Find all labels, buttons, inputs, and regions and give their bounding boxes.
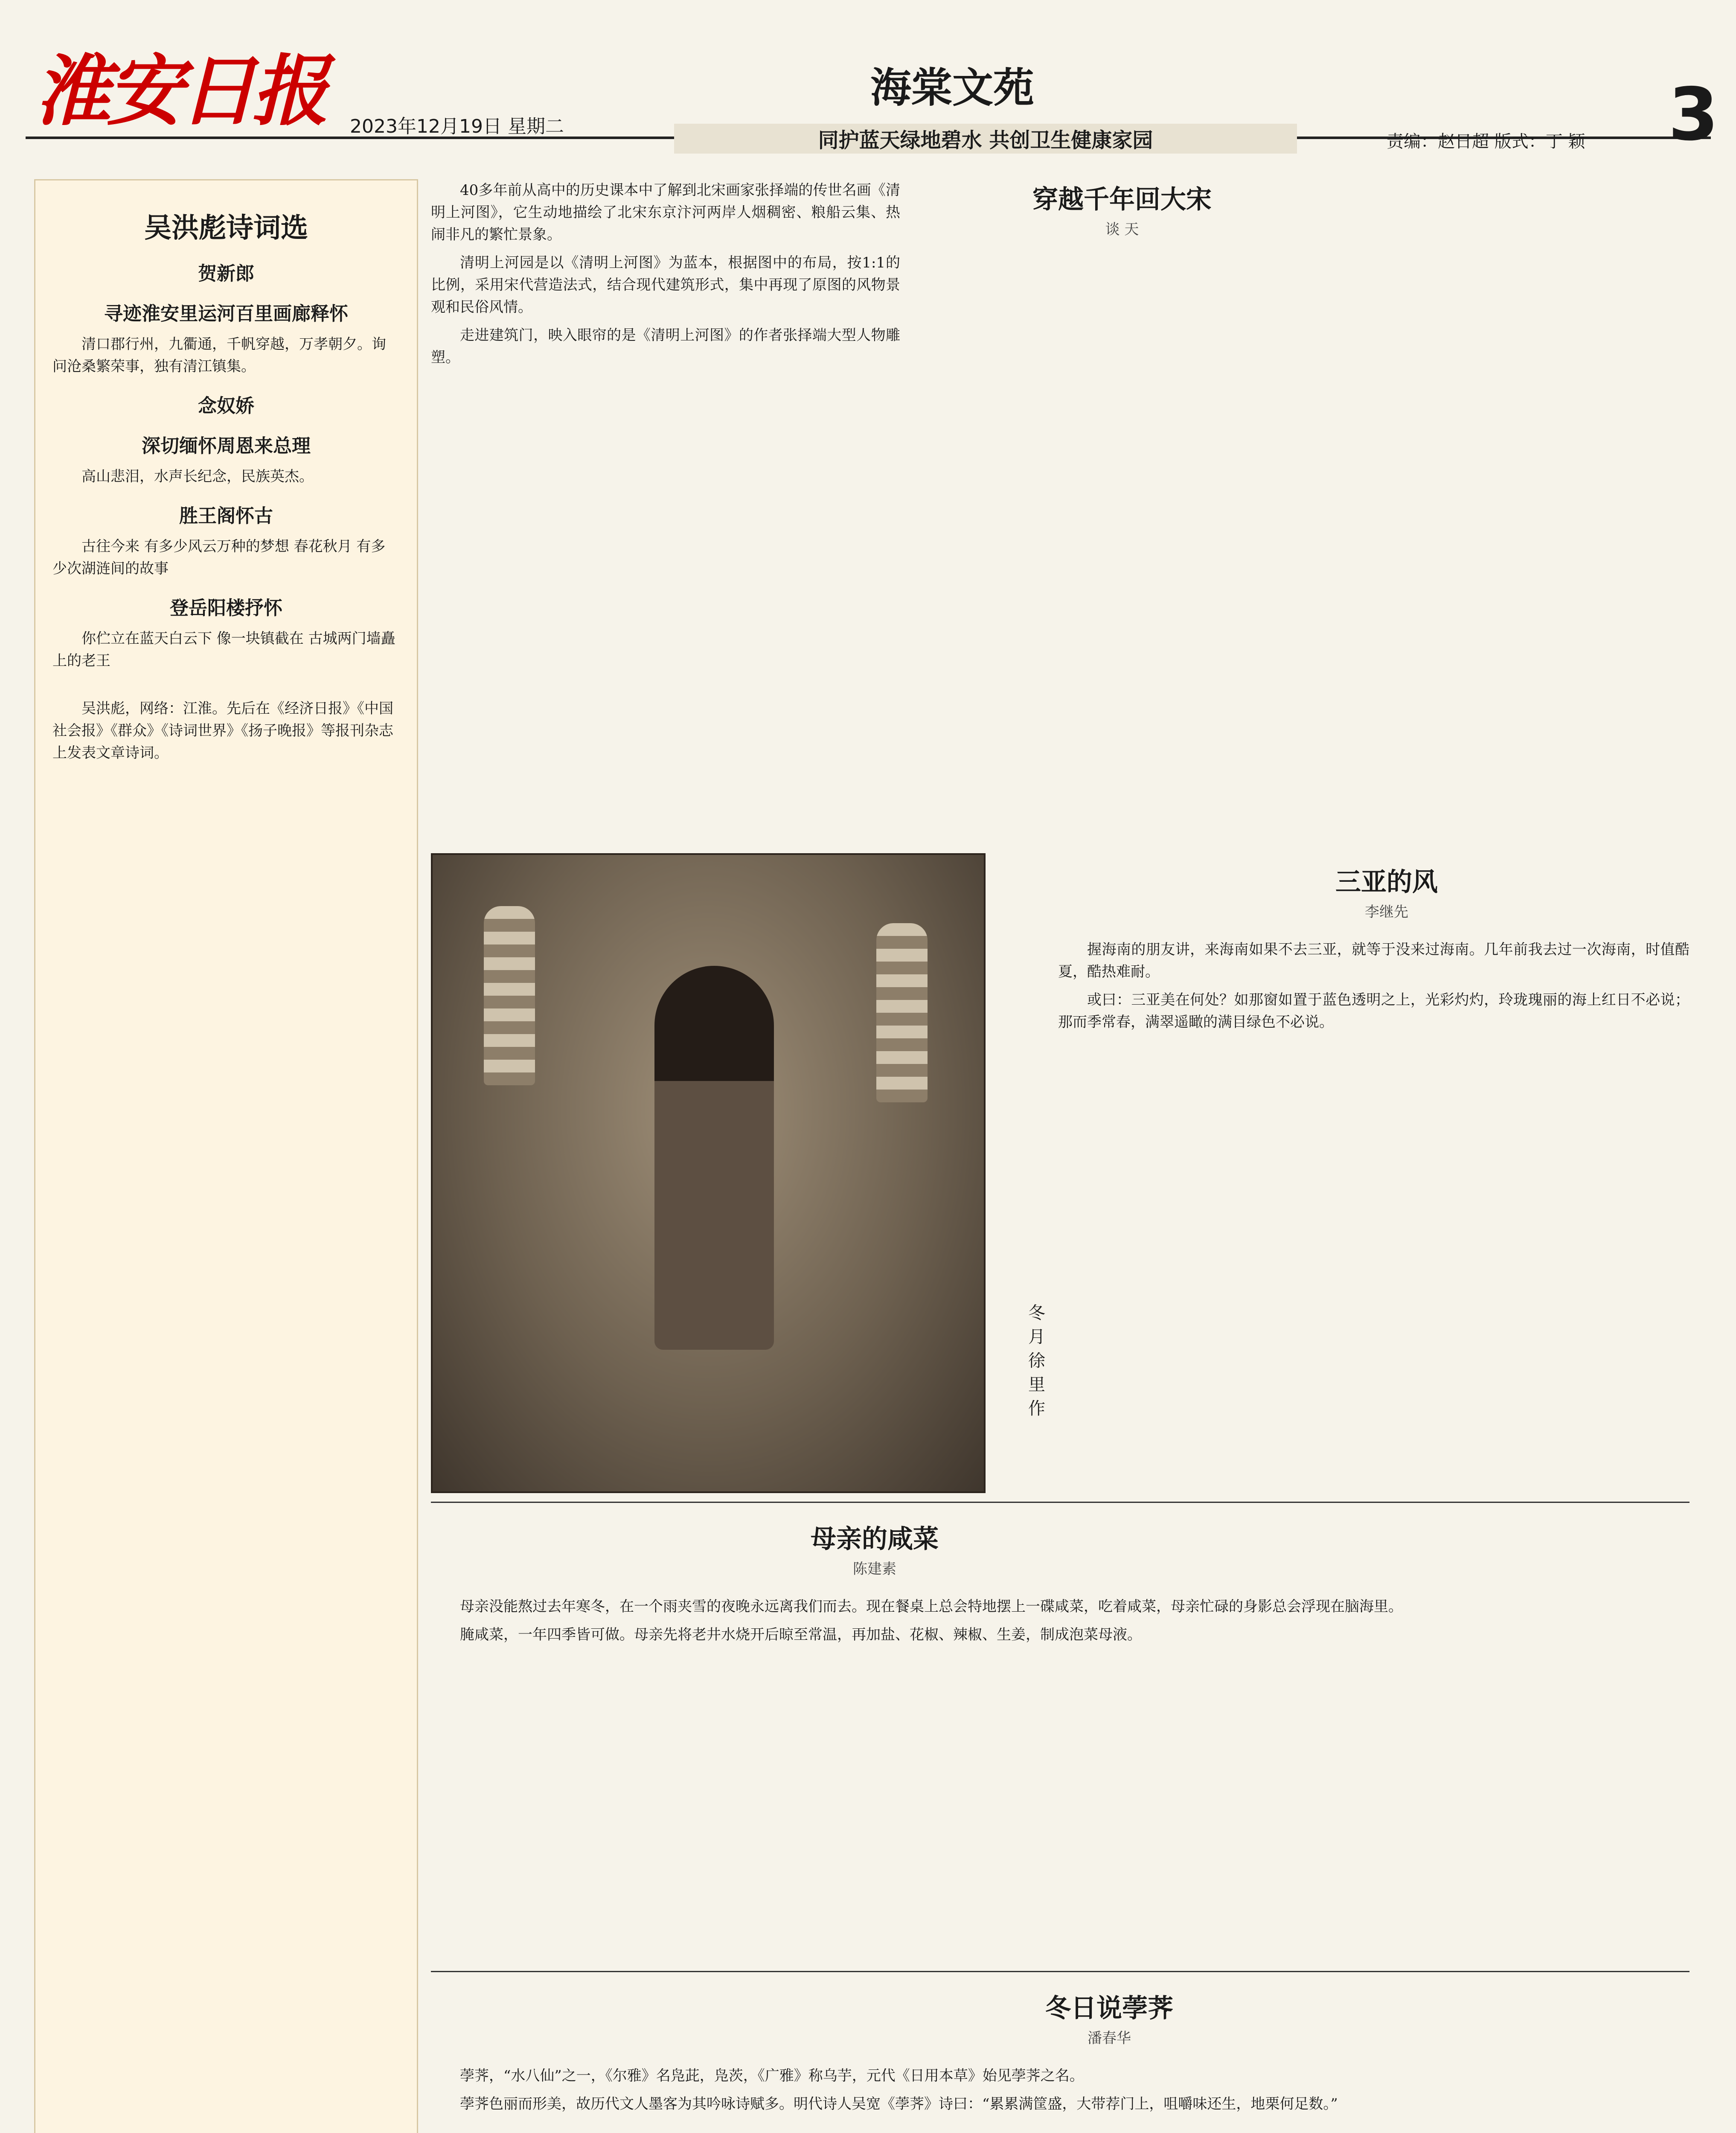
poem-body: 清口郡行州，九衢通，千帆穿越，万孝朝夕。询问沧桑繁荣事，独有清江镇集。 — [52, 336, 386, 375]
figure-shape — [654, 966, 774, 1350]
poem-body: 高山悲泪，水声长纪念，民族英杰。 — [81, 468, 314, 485]
poem-title: 胜王阁怀古 — [179, 505, 273, 527]
paragraph: 腌咸菜，一年四季皆可做。母亲先将老井水烧开后晾至常温，再加盐、花椒、辣椒、生姜，制成泡菜母液。 — [460, 1626, 1142, 1643]
paragraph: 荸荠，“水八仙”之一，《尔雅》名凫茈，凫茨，《广雅》称乌芋，元代《日用本草》始见荸荠之名。 — [460, 2067, 1084, 2084]
article-headline: 冬日说荸荠 — [1045, 1994, 1173, 2023]
section-divider — [431, 1971, 1689, 1972]
masthead — [26, 26, 1719, 157]
section-title: 海棠文苑 — [870, 64, 1034, 112]
article-headline: 穿越千年回大宋 — [1032, 185, 1212, 215]
paragraph: 或曰：三亚美在何处？如那窗如置于蓝色透明之上，光彩灼灼，玲珑瑰丽的海上红日不必说；那而季常春，满翠遥瞰的满目绿色不必说。 — [1058, 991, 1689, 1031]
issue-date: 2023年12月19日 星期二 — [350, 116, 564, 137]
section-divider — [431, 1502, 1689, 1503]
article-headline: 三亚的风 — [1335, 867, 1438, 897]
newspaper-logo: 淮安日报 — [34, 46, 325, 136]
article-body — [431, 1595, 1689, 1652]
poem-subtitle: 寻迹淮安里运河百里画廊释怀 — [104, 303, 348, 325]
article-byline: 陈建素 — [853, 1561, 896, 1578]
pagoda-shape — [484, 906, 535, 1085]
page-number: 3 — [1668, 73, 1719, 157]
woodcut-illustration — [431, 853, 986, 1493]
paragraph: 荸荠色丽而形美，故历代文人墨客为其吟咏诗赋多。明代诗人吴宽《荸荠》诗曰：“累累满筐盛，大带荐门上，咀嚼味还生，地栗何足数。” — [460, 2095, 1338, 2113]
illustration-caption: 冬月 徐里 作 — [1028, 1303, 1045, 1418]
article-body — [1058, 939, 1689, 1039]
article-body — [431, 179, 900, 375]
paragraph: 清明上河园是以《清明上河图》为蓝本，根据图中的布局，按1:1的比例，采用宋代营造法式，结合现代建筑形式，集中再现了原图的风物景观和民俗风情。 — [431, 254, 900, 316]
poem-body: 你伫立在蓝天白云下 像一块镇截在 古城两门墙矗上的老王 — [52, 630, 395, 669]
poem-body: 古往今来 有多少风云万种的梦想 春花秋月 有多少次湖涟间的故事 — [52, 538, 386, 577]
poem-title: 登岳阳楼抒怀 — [170, 597, 282, 619]
poem-title: 贺新郎 — [198, 263, 254, 285]
pagoda-shape — [876, 923, 928, 1102]
author-note: 吴洪彪，网络：江淮。先后在《经济日报》《中国社会报》《群众》《诗词世界》《扬子晚报》等报刊杂志上发表文章诗词。 — [52, 700, 393, 761]
poetry-sidebar — [34, 179, 418, 2133]
paragraph: 40多年前从高中的历史课本中了解到北宋画家张择端的传世名画《清明上河图》，它生动地描绘了北宋东京汴河两岸人烟稠密、粮船云集、热闹非凡的繁忙景象。 — [431, 182, 900, 243]
paragraph: 走进建筑门，映入眼帘的是《清明上河图》的作者张择端大型人物雕塑。 — [431, 327, 900, 366]
article-body — [431, 2065, 1689, 2121]
paragraph: 握海南的朋友讲，来海南如果不去三亚，就等于没来过海南。几年前我去过一次海南，时值酷夏，酷热难耐。 — [1058, 941, 1689, 980]
article-byline: 潘春华 — [1088, 2030, 1131, 2047]
editor-credit: 责编：赵日超 版式：丁 颖 — [1387, 132, 1585, 151]
sidebar-title: 吴洪彪诗词选 — [144, 212, 308, 244]
slogan-banner: 同护蓝天绿地碧水 共创卫生健康家园 — [674, 124, 1297, 154]
article-byline: 谈 天 — [1105, 221, 1139, 238]
article-byline: 李继先 — [1365, 904, 1408, 921]
poem-subtitle: 深切缅怀周恩来总理 — [142, 435, 311, 457]
article-headline: 母亲的咸菜 — [811, 1524, 939, 1554]
paragraph: 母亲没能熬过去年寒冬，在一个雨夹雪的夜晚永远离我们而去。现在餐桌上总会特地摆上一碟咸菜，吃着咸菜，母亲忙碌的身影总会浮现在脑海里。 — [460, 1598, 1403, 1615]
poem-title: 念奴娇 — [198, 395, 254, 417]
